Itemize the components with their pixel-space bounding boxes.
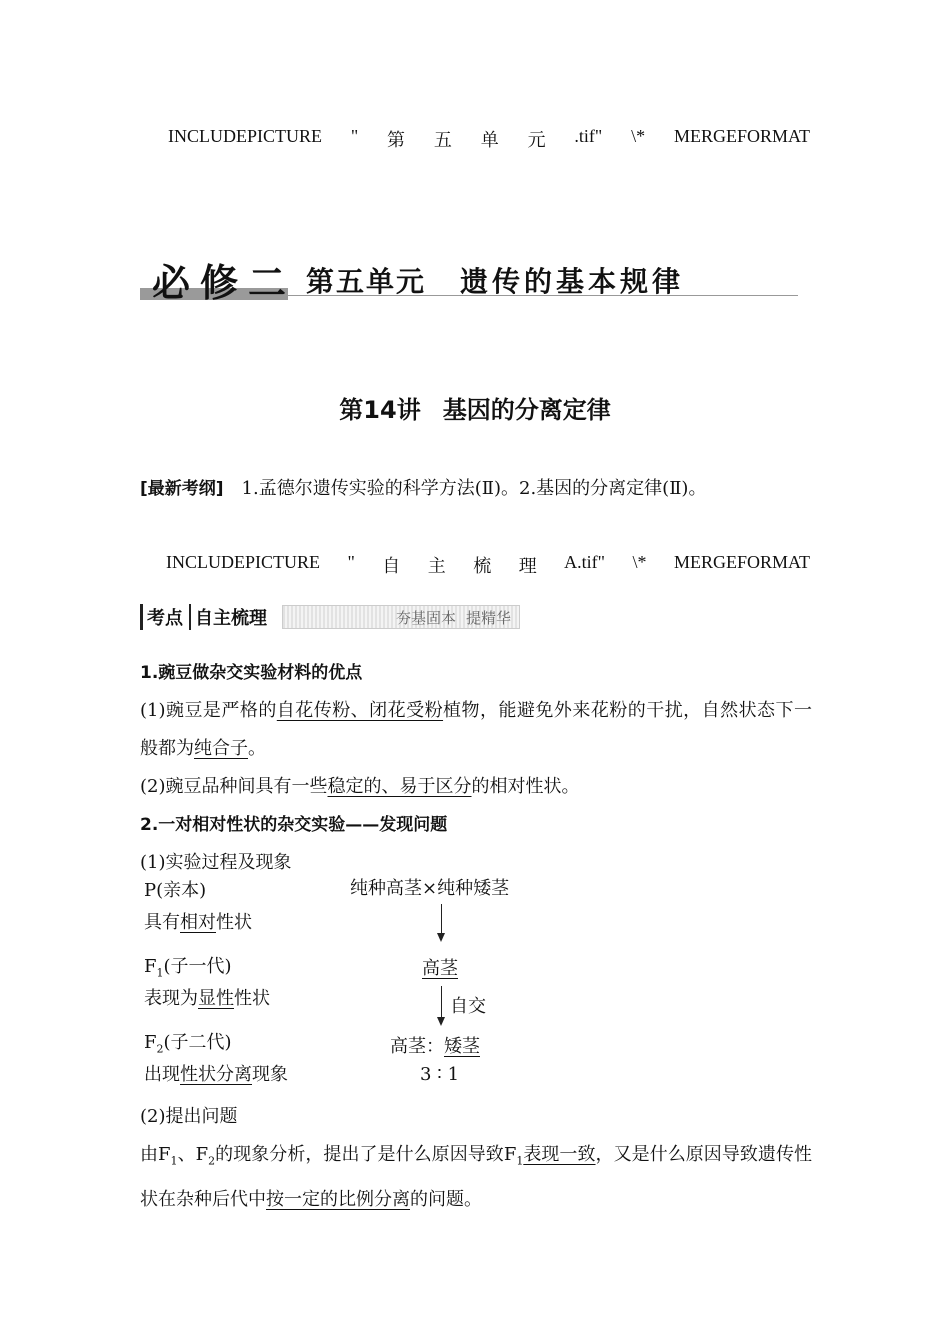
- experiment-diagram: [140, 868, 560, 1093]
- slogan-a: 夯基固本: [395, 608, 456, 627]
- answer-blank: 表现一致: [523, 1144, 596, 1165]
- text-run: 、F: [177, 1144, 209, 1165]
- field-code-token: 五: [433, 130, 452, 150]
- text-run: 现象: [252, 1064, 288, 1085]
- subscript: 1: [156, 966, 164, 980]
- answer-blank: 稳定的、易于区分: [327, 776, 472, 797]
- text-run: 出现: [144, 1064, 180, 1085]
- text-run: 性状: [216, 912, 252, 933]
- field-code-token: INCLUDEPICTURE: [168, 126, 322, 146]
- unit-banner: [140, 252, 800, 306]
- heading-2: 2.一对相对性状的杂交实验——发现问题: [140, 815, 448, 835]
- text-run: (子二代): [163, 1032, 232, 1053]
- syllabus-tag: [最新考纲]: [140, 479, 224, 499]
- text-run: (2)豌豆品种间具有一些: [140, 776, 328, 797]
- field-code-mid: [166, 552, 810, 578]
- ratio: 3 ∶ 1: [420, 1064, 460, 1085]
- field-code-token: 元: [527, 130, 546, 150]
- text-run: 高茎: [390, 1036, 426, 1057]
- section-slogan: [282, 605, 520, 629]
- cross-label: 纯种高茎×纯种矮茎: [350, 878, 510, 899]
- body-section-1: [140, 654, 812, 882]
- p-desc: [144, 908, 252, 934]
- field-code-token: \*: [631, 126, 646, 146]
- text-run: F: [144, 956, 157, 977]
- f1-label: [144, 952, 232, 980]
- text-run: 表现为: [144, 988, 198, 1009]
- question-paragraph: [140, 1136, 812, 1219]
- unit-title: 第五单元: [306, 265, 427, 298]
- field-code-token: 理: [518, 556, 537, 576]
- field-code-token: 第: [387, 130, 406, 150]
- field-code-token: A.tif": [564, 552, 606, 572]
- text-run: ，又是什么原因导致遗传性状在杂种后代中: [140, 1144, 812, 1210]
- syllabus-line: [140, 474, 706, 500]
- text-run: (子一代): [163, 956, 232, 977]
- selfing-label: 自交: [450, 996, 486, 1017]
- subscript: 1: [516, 1154, 524, 1168]
- field-code-token: 自: [382, 556, 401, 576]
- slogan-b: 提精华: [465, 608, 511, 627]
- subscript: 1: [170, 1154, 178, 1168]
- f1-desc: [144, 984, 270, 1010]
- text-run: 植物，能避免外来花粉的干扰，自然状态下一般都为: [140, 700, 813, 759]
- field-code-token: .tif": [574, 126, 603, 146]
- f2-result: [390, 1032, 480, 1058]
- answer-blank: 性状分离: [180, 1064, 252, 1085]
- arrow-down-icon: [441, 986, 442, 1024]
- field-code-token: INCLUDEPICTURE: [166, 552, 320, 572]
- text-run: F: [144, 1032, 157, 1053]
- course-title: 必修二: [152, 261, 297, 305]
- answer-blank: 高茎: [422, 958, 458, 979]
- unit-topic: 遗传的基本规律: [460, 265, 685, 298]
- f2-desc: [144, 1060, 288, 1086]
- text-run: 的相对性状。: [471, 776, 580, 797]
- subheading-2: (2)提出问题: [140, 1106, 238, 1127]
- paragraph-1: [140, 692, 812, 768]
- answer-blank: 显性: [198, 988, 234, 1009]
- section-label-b: 自主梳理: [189, 604, 267, 630]
- answer-blank: 按一定的比例分离: [266, 1188, 410, 1210]
- subscript: 2: [208, 1154, 216, 1168]
- lecture-heading: [0, 390, 950, 425]
- p-label: P(亲本): [144, 880, 207, 901]
- section-label-a: 考点: [140, 604, 183, 630]
- answer-blank: 相对: [180, 912, 216, 933]
- heading-1: 1.豌豆做杂交实验材料的优点: [140, 663, 363, 683]
- text-run: 由F: [140, 1144, 171, 1165]
- field-code-token: ": [350, 126, 359, 146]
- field-code-top: [168, 126, 810, 152]
- text-run: 具有: [144, 912, 180, 933]
- subheading-1: (1)实验过程及现象: [140, 852, 292, 873]
- body-section-2: [140, 1098, 812, 1219]
- text-run: 。: [248, 738, 266, 759]
- answer-blank: 纯合子: [194, 738, 248, 759]
- field-code-token: 单: [480, 130, 499, 150]
- paragraph-2: [140, 768, 812, 806]
- answer-blank: 自花传粉、闭花受粉: [276, 700, 444, 721]
- text-run: 的问题。: [410, 1188, 482, 1210]
- f1-result: [422, 954, 458, 980]
- field-code-token: 主: [427, 556, 446, 576]
- field-code-token: 梳: [473, 556, 492, 576]
- text-run: 性状: [234, 988, 270, 1009]
- section-label: [140, 603, 267, 631]
- text-run: ：: [426, 1036, 444, 1057]
- f2-label: [144, 1028, 232, 1056]
- lecture-number: 第14讲: [339, 396, 421, 424]
- text-run: (1)豌豆是严格的: [140, 700, 277, 721]
- syllabus-text: 1.孟德尔遗传实验的科学方法(Ⅱ)。2.基因的分离定律(Ⅱ)。: [241, 478, 707, 499]
- field-code-token: ": [347, 552, 355, 572]
- field-code-token: MERGEFORMAT: [673, 552, 810, 572]
- answer-blank: 矮茎: [444, 1036, 480, 1057]
- subscript: 2: [156, 1042, 164, 1056]
- lecture-title: 基因的分离定律: [442, 396, 611, 424]
- arrow-down-icon: [441, 904, 442, 940]
- field-code-token: \*: [632, 552, 647, 572]
- field-code-token: MERGEFORMAT: [673, 126, 810, 146]
- text-run: 的现象分析，提出了是什么原因导致F: [215, 1144, 517, 1165]
- section-bar: [140, 603, 522, 631]
